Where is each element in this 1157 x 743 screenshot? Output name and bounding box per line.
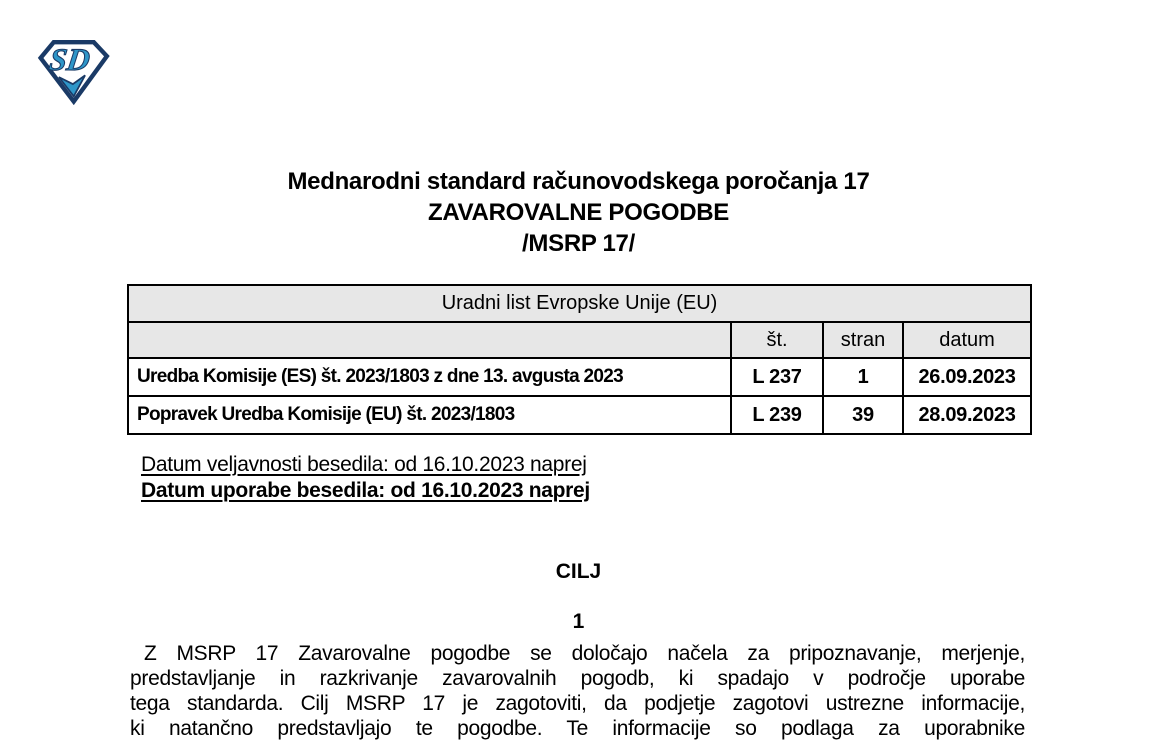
- regulation-journal-number: L 239: [731, 396, 823, 434]
- table-caption: Uradni list Evropske Unije (EU): [128, 285, 1031, 322]
- body-line: ki natančno predstavljajo te pogodbe. Te informacije so podlaga za uporabnike: [130, 717, 1025, 740]
- title-line-standard-subject: ZAVAROVALNE POGODBE: [428, 199, 729, 226]
- regulation-name: Uredba Komisije (ES) št. 2023/1803 z dne 13. avgusta 2023: [128, 358, 731, 396]
- title-line-standard-name: Mednarodni standard računovodskega poročanja 17: [287, 168, 870, 195]
- table-row: [128, 396, 1031, 434]
- regulation-name: Popravek Uredba Komisije (EU) št. 2023/1803: [128, 396, 731, 434]
- column-header-date: datum: [903, 322, 1031, 358]
- sd-logo-icon: [32, 37, 112, 105]
- column-header-number: št.: [731, 322, 823, 358]
- column-header-page: stran: [823, 322, 903, 358]
- table-caption-row: [128, 285, 1031, 322]
- document-title: [127, 166, 1030, 259]
- regulation-page: 1: [823, 358, 903, 396]
- validity-dates: [141, 452, 590, 504]
- body-line: Z MSRP 17 Zavarovalne pogodbe se določajo načela za pripoznavanje, merjenje,: [144, 642, 1025, 665]
- table-row: [128, 358, 1031, 396]
- section-heading: CILJ: [555, 560, 602, 583]
- body-line: tega standarda. Cilj MSRP 17 je zagotoviti, da podjetje zagotovi ustrezne informacije,: [130, 692, 1025, 715]
- svg-text:SD: SD: [47, 42, 93, 78]
- body-line: predstavljanje in razkrivanje zavarovalnih pogodb, ki spadajo v področje uporabe: [130, 667, 1025, 690]
- table-header-row: [128, 322, 1031, 358]
- body-paragraph: [130, 641, 1025, 741]
- sd-diamond-logo: [32, 37, 112, 105]
- regulation-date: 26.09.2023: [903, 358, 1031, 396]
- regulation-page: 39: [823, 396, 903, 434]
- application-date-line: Datum uporabe besedila: od 16.10.2023 naprej: [141, 479, 590, 502]
- regulation-date: 28.09.2023: [903, 396, 1031, 434]
- validity-date-line: Datum veljavnosti besedila: od 16.10.2023 naprej: [141, 453, 587, 476]
- official-journal-table: [127, 284, 1032, 435]
- column-header-empty: [128, 322, 731, 358]
- regulation-journal-number: L 237: [731, 358, 823, 396]
- paragraph-number: 1: [572, 610, 585, 633]
- title-line-standard-code: /MSRP 17/: [522, 230, 635, 257]
